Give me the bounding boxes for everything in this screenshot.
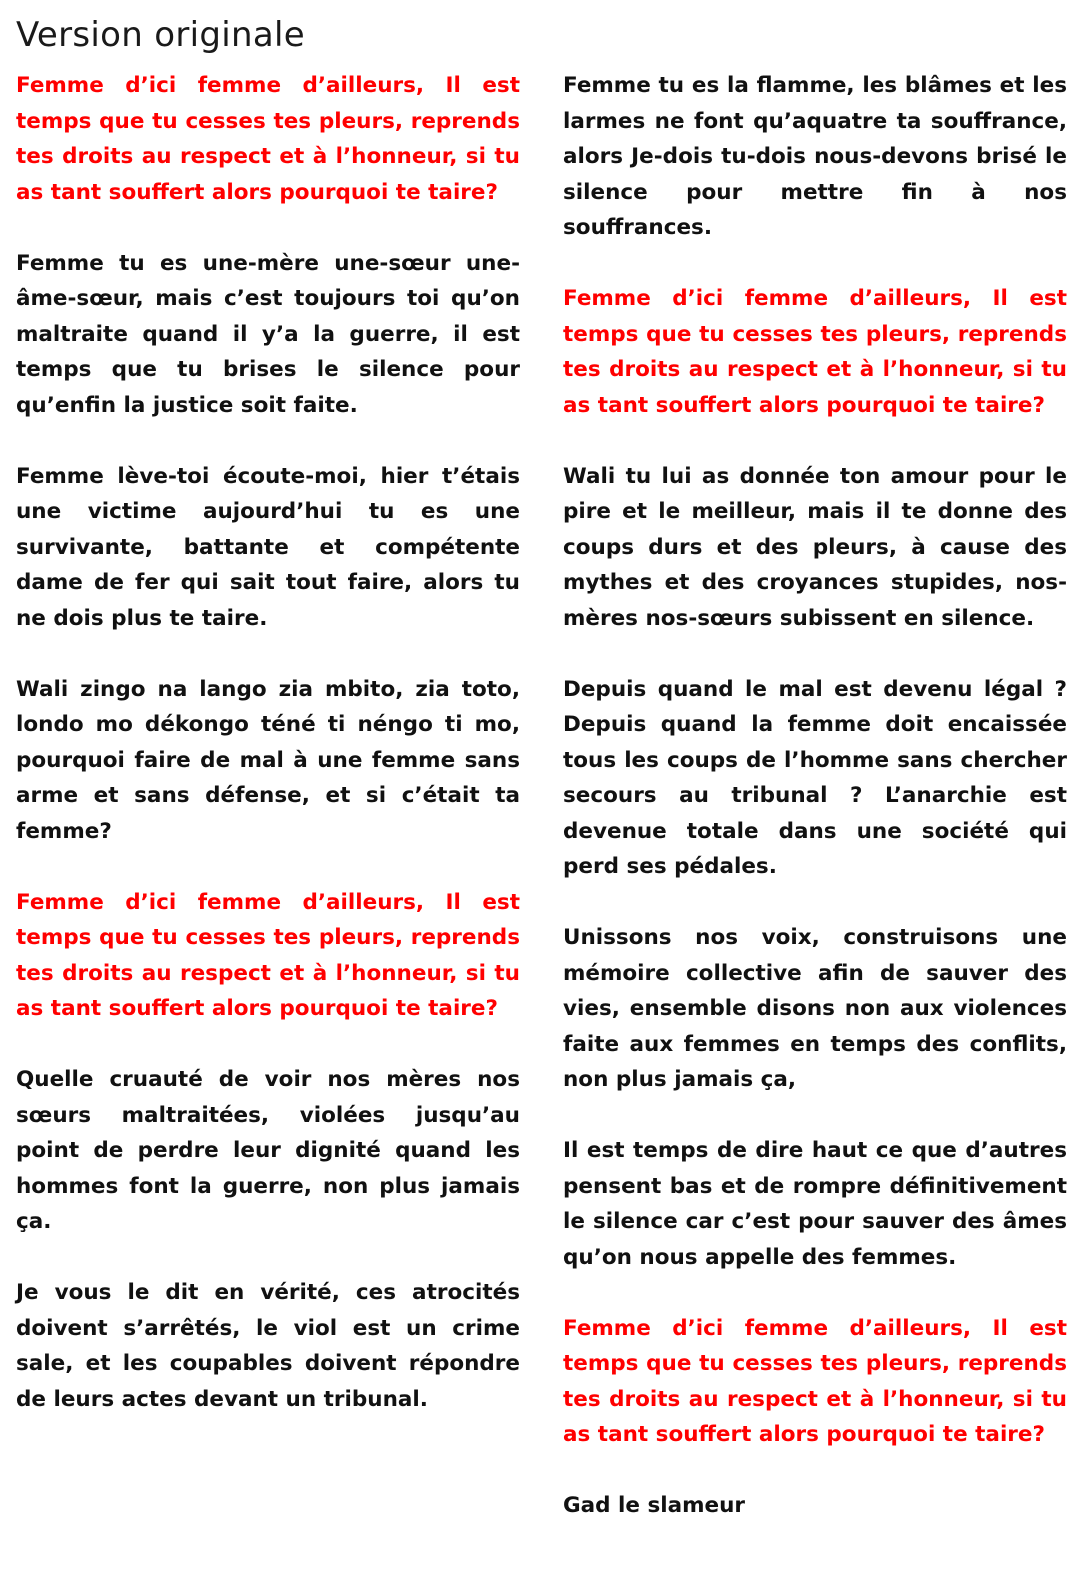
right-column <box>563 68 1067 1559</box>
refrain-stanza: Femme d’ici femme d’ailleurs, Il est temps que tu cesses tes pleurs, reprends tes droits au respect et à l’honneur, si tu as tant souffert alors pourquoi te taire? <box>563 1315 1067 1447</box>
verse-stanza: Femme tu es la flamme, les blâmes et les larmes ne font qu’aquatre ta souffrance, alors Je-dois tu-dois nous-devons brisé le silence pour mettre fin à nos souffrances. <box>563 73 1067 240</box>
verse-stanza: Femme lève-toi écoute-moi, hier t’étais une victime aujourd’hui tu es une survivante, battante et compétente dame de fer qui sait tout faire, alors tu ne dois plus te taire. <box>16 463 520 631</box>
verse-stanza: Femme tu es une-mère une-sœur une-âme-sœur, mais c’est toujours toi qu’on maltraite quand il y’a la guerre, il est temps que tu brises le silence pour qu’enfin la justice soit faite. <box>16 250 520 418</box>
left-column <box>16 68 520 1453</box>
verse-stanza: Je vous le dit en vérité, ces atrocités doivent s’arrêtés, le viol est un crime sale, et les coupables doivent répondre de leurs actes devant un tribunal. <box>16 1280 520 1412</box>
refrain-stanza: Femme d’ici femme d’ailleurs, Il est temps que tu cesses tes pleurs, reprends tes droits au respect et à l’honneur, si tu as tant souffert alors pourquoi te taire? <box>16 73 520 205</box>
author-signature: Gad le slameur <box>563 1493 746 1518</box>
verse-stanza: Unissons nos voix, construisons une mémoire collective afin de sauver des vies, ensemble disons non aux violences faite aux femmes en temps des conflits, non plus jamais ça, <box>563 925 1067 1092</box>
verse-stanza: Wali tu lui as donnée ton amour pour le pire et le meilleur, mais il te donne des coups durs et des pleurs, à cause des mythes et des croyances stupides, nos-mères nos-sœurs subissent en silence. <box>563 463 1067 631</box>
verse-stanza: Depuis quand le mal est devenu légal ? Depuis quand la femme doit encaissée tous les coups de l’homme sans chercher secours au tribunal ? L’anarchie est devenue totale dans une société qui perd ses pédales. <box>563 676 1067 879</box>
refrain-stanza: Femme d’ici femme d’ailleurs, Il est temps que tu cesses tes pleurs, reprends tes droits au respect et à l’honneur, si tu as tant souffert alors pourquoi te taire? <box>563 286 1067 418</box>
verse-stanza: Il est temps de dire haut ce que d’autres pensent bas et de rompre définitivement le silence car c’est pour sauver des âmes qu’on nous appelle des femmes. <box>563 1138 1067 1270</box>
refrain-stanza: Femme d’ici femme d’ailleurs, Il est temps que tu cesses tes pleurs, reprends tes droits au respect et à l’honneur, si tu as tant souffert alors pourquoi te taire? <box>16 889 520 1021</box>
verse-stanza: Quelle cruauté de voir nos mères nos sœurs maltraitées, violées jusqu’au point de perdre leur dignité quand les hommes font la guerre, non plus jamais ça. <box>16 1067 520 1234</box>
page-title: Version originale <box>16 15 305 55</box>
verse-stanza: Wali zingo na lango zia mbito, zia toto, londo mo dékongo téné ti néngo ti mo, pourquoi faire de mal à une femme sans arme et sans défense, et si c’était ta femme? <box>16 676 520 844</box>
